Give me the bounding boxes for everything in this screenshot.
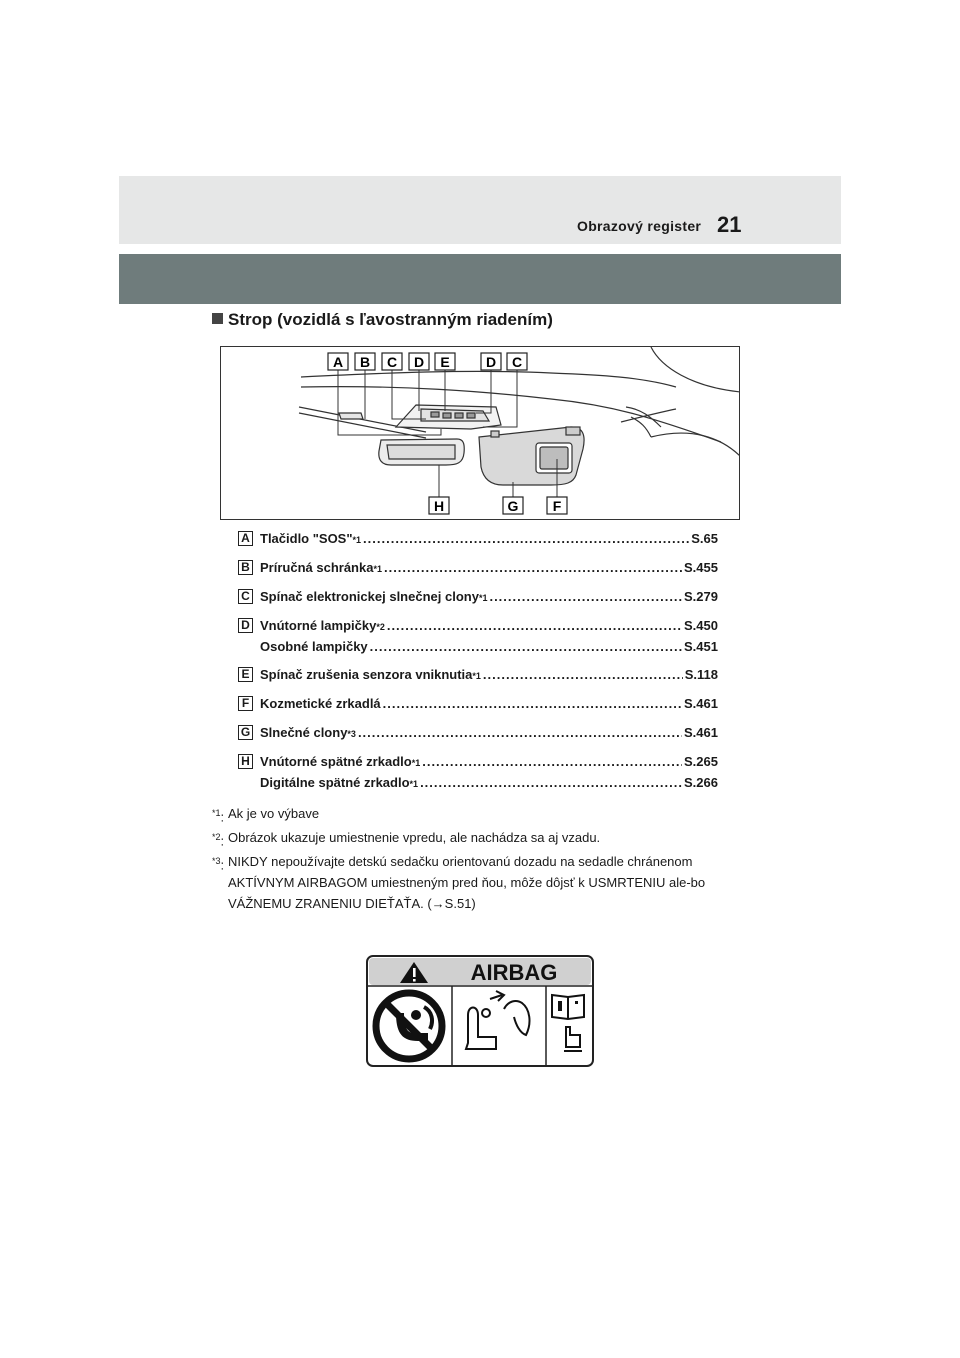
footnote-mark: *2 bbox=[212, 832, 221, 842]
letter-badge: G bbox=[238, 725, 253, 740]
page-reference[interactable]: S.450 bbox=[684, 618, 718, 633]
item-label: Vnútorné spätné zrkadlo bbox=[260, 754, 412, 769]
svg-text:C: C bbox=[511, 354, 523, 370]
page-reference[interactable]: S.118 bbox=[684, 667, 718, 682]
page-reference[interactable]: S.461 bbox=[684, 696, 718, 711]
legend-line: Vnútorné lampičky *2 ..... S.450 bbox=[260, 618, 718, 636]
dot-leader bbox=[363, 531, 689, 546]
no-child-seat-icon bbox=[376, 993, 442, 1059]
page-reference[interactable]: S.461 bbox=[684, 725, 718, 740]
item-label: Tlačidlo "SOS" bbox=[260, 531, 353, 546]
page-reference[interactable]: S.455 bbox=[684, 560, 718, 575]
svg-text:H: H bbox=[433, 498, 445, 514]
chapter-band bbox=[119, 254, 841, 304]
dot-leader bbox=[420, 775, 682, 790]
footnote bbox=[212, 851, 752, 914]
airbag-title: AIRBAG bbox=[470, 960, 558, 985]
footnote bbox=[212, 803, 752, 824]
airbag-warning-label bbox=[366, 955, 594, 1067]
legend-item-g bbox=[238, 725, 718, 746]
legend-item-e bbox=[238, 667, 718, 688]
letter-badge: A bbox=[238, 531, 253, 546]
footnote-marker: $^{*2}$: bbox=[212, 832, 225, 849]
legend-item-a bbox=[238, 531, 718, 552]
dot-leader bbox=[358, 725, 682, 740]
page-number: 21 bbox=[717, 212, 742, 237]
callout-c bbox=[382, 353, 402, 370]
callout-f bbox=[547, 497, 567, 514]
legend-line bbox=[260, 639, 718, 657]
item-label: Osobné lampičky bbox=[260, 639, 368, 654]
item-label: Spínač elektronickej slnečnej clony bbox=[260, 589, 479, 604]
svg-text:B: B bbox=[359, 354, 371, 370]
svg-text:F: F bbox=[552, 498, 562, 514]
legend-line: Vnútorné spätné zrkadlo *1 ..... S.265 bbox=[260, 754, 718, 772]
legend-item-d bbox=[238, 618, 718, 660]
item-label: Digitálne spätné zrkadlo bbox=[260, 775, 410, 790]
callout-d bbox=[409, 353, 429, 370]
legend-line: Príručná schránka *1 ..... S.455 bbox=[260, 560, 718, 578]
legend-line bbox=[260, 696, 718, 714]
footnote-text: Ak je vo výbave bbox=[228, 806, 320, 821]
item-label: Kozmetické zrkadlá bbox=[260, 696, 381, 711]
footnote-text: NIKDY nepoužívajte detskú sedačku orientovanú dozadu na sedadle chránenom AKTÍVNYM AIRBAGOM umiestneným pred ňou, môže dôjsť k USMRTENIU ale-bo VÁŽNEMU ZRANENIU DIEŤAŤA. (→S.51) bbox=[228, 854, 706, 911]
svg-text:E: E bbox=[440, 354, 450, 370]
footnote-marker: $^{*3}$: bbox=[212, 856, 225, 873]
callout-c bbox=[507, 353, 527, 370]
dot-leader bbox=[383, 696, 682, 711]
legend-line: Spínač zrušenia senzora vniknutia *1 ..... S.118 bbox=[260, 667, 718, 685]
ceiling-diagram bbox=[221, 347, 740, 520]
legend-line: Slnečné clony *3 ..... S.461 bbox=[260, 725, 718, 743]
airbag-warning-graphic bbox=[366, 955, 594, 1067]
svg-text:C: C bbox=[386, 354, 398, 370]
page-reference[interactable]: S.279 bbox=[684, 589, 718, 604]
letter-badge: D bbox=[238, 618, 253, 633]
svg-text:D: D bbox=[485, 354, 497, 370]
ceiling-illustration bbox=[220, 346, 740, 520]
dot-leader bbox=[422, 754, 682, 769]
letter-badge: B bbox=[238, 560, 253, 575]
square-bullet-icon bbox=[212, 313, 223, 324]
legend-item-c bbox=[238, 589, 718, 610]
legend-item-h bbox=[238, 754, 718, 796]
footnote-mark: *1 bbox=[212, 808, 221, 818]
header-section-title: Obrazový register bbox=[577, 218, 702, 234]
section-heading bbox=[212, 310, 553, 330]
callout-e bbox=[435, 353, 455, 370]
legend-line: Tlačidlo "SOS" *1 ..... S.65 bbox=[260, 531, 718, 549]
callout-b bbox=[355, 353, 375, 370]
legend-line: Digitálne spätné zrkadlo *1 ..... S.266 bbox=[260, 775, 718, 793]
legend-line: Spínač elektronickej slnečnej clony *1 ..... S.279 bbox=[260, 589, 718, 607]
item-label: Vnútorné lampičky bbox=[260, 618, 377, 633]
dot-leader bbox=[384, 560, 682, 575]
letter-badge: H bbox=[238, 754, 253, 769]
footnote bbox=[212, 827, 752, 848]
legend-item-f bbox=[238, 696, 718, 717]
page-reference[interactable]: S.451 bbox=[684, 639, 718, 654]
dot-leader bbox=[370, 639, 682, 654]
page-reference[interactable]: S.65 bbox=[691, 531, 718, 546]
dot-leader bbox=[387, 618, 682, 633]
section-title: Strop (vozidlá s ľavostranným riadením) bbox=[228, 310, 553, 329]
page-reference[interactable]: S.265 bbox=[684, 754, 718, 769]
footnote-marker: $^{*1}$: bbox=[212, 808, 225, 825]
legend-item-b bbox=[238, 560, 718, 581]
letter-badge: E bbox=[238, 667, 253, 682]
footnote-text: Obrázok ukazuje umiestnenie vpredu, ale nachádza sa aj vzadu. bbox=[228, 830, 601, 845]
letter-badge: F bbox=[238, 696, 253, 711]
svg-text:A: A bbox=[332, 354, 344, 370]
dot-leader bbox=[489, 589, 682, 604]
svg-text:G: G bbox=[507, 498, 519, 514]
callout-h bbox=[429, 497, 449, 514]
item-label: Slnečné clony bbox=[260, 725, 348, 740]
page-reference[interactable]: S.266 bbox=[684, 775, 718, 790]
letter-badge: C bbox=[238, 589, 253, 604]
item-label: Príručná schránka bbox=[260, 560, 374, 575]
callout-g bbox=[503, 497, 523, 514]
footnote-mark: *3 bbox=[212, 856, 221, 866]
dot-leader bbox=[483, 667, 683, 682]
callout-a bbox=[328, 353, 348, 370]
svg-text:D: D bbox=[413, 354, 425, 370]
item-label: Spínač zrušenia senzora vniknutia bbox=[260, 667, 473, 682]
callout-d bbox=[481, 353, 501, 370]
